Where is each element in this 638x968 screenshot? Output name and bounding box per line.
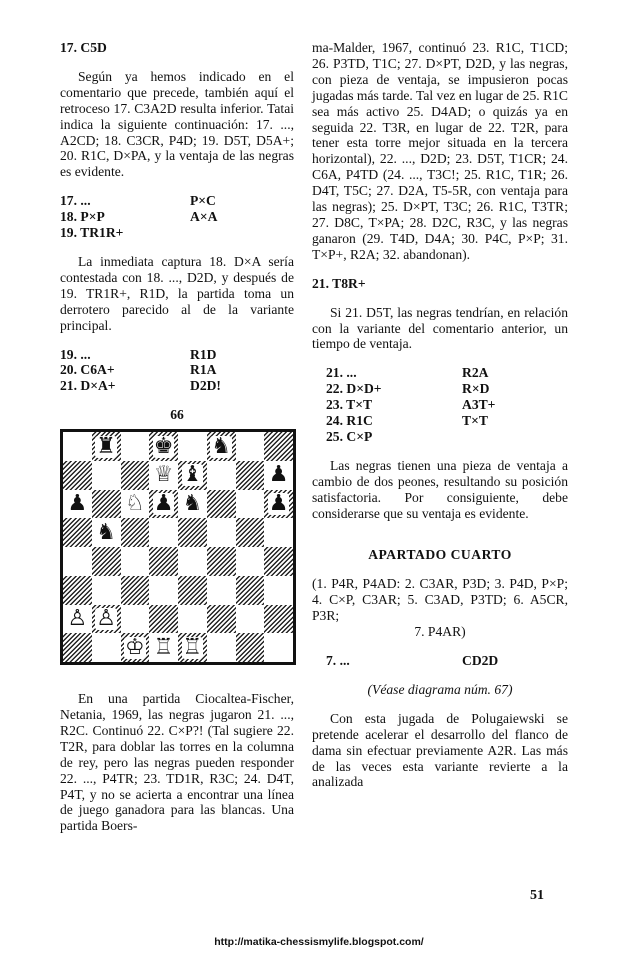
board-square bbox=[178, 490, 207, 519]
move-list bbox=[60, 347, 294, 395]
board-square bbox=[236, 490, 265, 519]
move-row bbox=[60, 378, 294, 394]
board-square bbox=[264, 576, 293, 605]
board-square bbox=[149, 605, 178, 634]
white-move: 17. ... bbox=[60, 193, 91, 209]
board-square bbox=[207, 461, 236, 490]
board-square bbox=[264, 547, 293, 576]
commentary-paragraph: Con esta jugada de Polugaiewski se pretende acelerar el desarrollo del flanco de dama sin efectuar previamente A2R. Las más de las veces esta variante revierte a la analizada bbox=[312, 710, 568, 790]
commentary-paragraph: Según ya hemos indicado en el comentario que precede, también aquí el retroceso 17. C3A2D resulta inferior. Tatai indica la siguiente continuación: 17. ..., A2CD; 18. C3CR, P4D; 19. D5T, D5A+; 20. R1C, D×PA, y la ventaja de las negras es evidente. bbox=[60, 68, 294, 180]
white-move: 21. ... bbox=[326, 365, 357, 381]
move-row bbox=[312, 365, 568, 381]
move-list bbox=[312, 365, 568, 445]
board-square bbox=[236, 633, 265, 662]
opening-moves-end: 7. P4AR) bbox=[414, 624, 466, 640]
white-move: 19. ... bbox=[60, 346, 91, 362]
white-move: 22. D×D+ bbox=[326, 381, 382, 397]
board-square bbox=[207, 518, 236, 547]
board-square bbox=[63, 605, 92, 634]
black-move: R1D bbox=[190, 346, 217, 362]
board-square bbox=[121, 461, 150, 490]
move-row bbox=[60, 225, 294, 241]
black-move: A3T+ bbox=[462, 397, 496, 413]
board-square bbox=[92, 605, 121, 634]
move-row bbox=[312, 397, 568, 413]
board-square bbox=[92, 576, 121, 605]
board-square bbox=[121, 432, 150, 461]
board-square bbox=[149, 518, 178, 547]
white-move: 25. C×P bbox=[326, 428, 373, 444]
board-square bbox=[63, 432, 92, 461]
board-square bbox=[149, 547, 178, 576]
right-column bbox=[312, 40, 568, 790]
board-square bbox=[236, 547, 265, 576]
black-move: T×T bbox=[462, 413, 488, 429]
board-square bbox=[121, 518, 150, 547]
board-square bbox=[264, 461, 293, 490]
move-row bbox=[312, 653, 568, 669]
board-square bbox=[207, 576, 236, 605]
board-square bbox=[149, 576, 178, 605]
move-heading: 17. C5D bbox=[60, 40, 107, 55]
board-square bbox=[236, 461, 265, 490]
white-move: 19. TR1R+ bbox=[60, 225, 124, 241]
opening-moves: (1. P4R, P4AD: 2. C3AR, P3D; 3. P4D, P×P; 4. C×P, C3AR; 5. C3AD, P3TD; 6. A5CR, P3R; bbox=[312, 576, 568, 624]
white-move: 21. D×A+ bbox=[60, 378, 116, 394]
commentary-paragraph: Si 21. D5T, las negras tendrían, en relación con la variante del comentario anterior, un tiempo de ventaja. bbox=[312, 304, 568, 352]
board-square bbox=[264, 490, 293, 519]
board-square bbox=[149, 432, 178, 461]
chess-piece-icon: ♙ bbox=[96, 606, 116, 631]
board-square bbox=[92, 432, 121, 461]
chess-piece-icon: ♙ bbox=[67, 606, 88, 632]
black-move: D2D! bbox=[190, 378, 221, 394]
white-move: 24. R1C bbox=[326, 413, 373, 429]
board-square bbox=[121, 633, 150, 662]
chess-piece-icon: ♜ bbox=[96, 433, 116, 459]
board-square bbox=[207, 605, 236, 634]
board-square bbox=[121, 490, 150, 519]
board-square bbox=[63, 490, 92, 519]
chess-piece-icon: ♞ bbox=[211, 433, 231, 459]
board-square bbox=[121, 547, 150, 576]
board-square bbox=[178, 432, 207, 461]
diagram-reference: (Véase diagrama núm. 67) bbox=[367, 681, 513, 697]
white-move: 18. P×P bbox=[60, 209, 105, 225]
move-row bbox=[312, 381, 568, 397]
black-move: R2A bbox=[462, 365, 489, 381]
board-square bbox=[178, 576, 207, 605]
board-square bbox=[178, 461, 207, 490]
move-row bbox=[60, 362, 294, 378]
chess-piece-icon: ♘ bbox=[125, 491, 145, 517]
board-square bbox=[63, 633, 92, 662]
footer-url: http://matika-chessismylife.blogspot.com/ bbox=[214, 936, 424, 948]
board-square bbox=[264, 432, 293, 461]
page-number: 51 bbox=[530, 888, 544, 903]
move-row bbox=[60, 209, 294, 225]
board-square bbox=[178, 633, 207, 662]
move-row bbox=[60, 193, 294, 209]
commentary-paragraph: Las negras tienen una pieza de ventaja a cambio de dos peones, resultando su posición satisfactoria. Por consiguiente, debe considerarse que su ventaja es evidente. bbox=[312, 457, 568, 521]
board-square bbox=[207, 490, 236, 519]
commentary-paragraph: ma-Malder, 1967, continuó 23. R1C, T1CD; 26. P3TD, T1C; 27. D×PT, D2D, y las negras, con pieza de ventaja, se impusieron pocas jugadas más tarde. Tal vez en lugar de 25. R1C sea más activo 25. D4AD; o quizás ya en seguida 22. T3R, en lugar de 22. T2R, para tener esta torre mejor situada en la tercera horizontal), 22. ..., D2D; 23. D5T, T1CR; 24. C6A, P4TD (24. ..., T3C!; 25. R1C, T1R; 26. D4T, T5C; 27. D2A, T5-5R, con ventaja para las negras); 25. D×PT, T3C; 26. R1C, T3TR; 27. D8C, T×PA; 28. D2C, R3C, y las negras ganaron (29. T4D, D4A; 30. P4C, P×P; 31. T×P+, R2A; 32. abandonan). bbox=[312, 40, 568, 262]
chess-piece-icon: ♞ bbox=[182, 491, 203, 517]
white-move: 7. ... bbox=[326, 653, 350, 668]
board-square bbox=[92, 461, 121, 490]
board-square bbox=[178, 518, 207, 547]
move-row bbox=[312, 429, 568, 445]
chess-piece-icon: ♖ bbox=[182, 634, 203, 660]
chess-piece-icon: ♟ bbox=[268, 491, 289, 516]
board-square bbox=[264, 605, 293, 634]
chess-piece-icon: ♟ bbox=[153, 491, 174, 516]
black-move: R×D bbox=[462, 381, 490, 397]
move-row bbox=[60, 347, 294, 363]
board-square bbox=[63, 576, 92, 605]
board-square bbox=[149, 461, 178, 490]
board-square bbox=[63, 461, 92, 490]
board-square bbox=[178, 547, 207, 576]
board-square bbox=[63, 518, 92, 547]
board-square bbox=[92, 633, 121, 662]
chess-piece-icon: ♟ bbox=[268, 462, 289, 488]
black-move: P×C bbox=[190, 193, 216, 209]
chess-piece-icon: ♟ bbox=[67, 491, 88, 517]
board-square bbox=[236, 518, 265, 547]
chess-diagram bbox=[60, 429, 296, 665]
black-move: R1A bbox=[190, 362, 217, 378]
board-square bbox=[236, 576, 265, 605]
board-square bbox=[92, 490, 121, 519]
chess-piece-icon: ♝ bbox=[182, 462, 203, 488]
chess-piece-icon: ♞ bbox=[96, 519, 116, 545]
white-move: 20. C6A+ bbox=[60, 362, 115, 378]
board-square bbox=[149, 490, 178, 519]
chess-piece-icon: ♚ bbox=[153, 433, 174, 459]
commentary-paragraph: La inmediata captura 18. D×A sería contestada con 18. ..., D2D, y después de 19. TR1R+, R1D, la partida toma un derrotero parecido al de la variante principal. bbox=[60, 253, 294, 333]
commentary-paragraph: En una partida Ciocaltea-Fischer, Netania, 1969, las negras jugaron 21. ..., R2C. Continuó 22. C×P?! (Tal sugiere 22. T2R, para doblar las torres en la columna de rey, pero las negras pueden responder 22. ..., P4TR; 23. TD1R, R3C; 24. D4T, P4T, y no se acierta a encontrar una línea de juego ganadora para las blancas. Una partida Boers- bbox=[60, 691, 294, 834]
move-list bbox=[60, 193, 294, 241]
chess-piece-icon: ♖ bbox=[153, 634, 174, 660]
chess-piece-icon: ♕ bbox=[153, 462, 174, 488]
board-square bbox=[178, 605, 207, 634]
diagram-number: 66 bbox=[170, 407, 184, 423]
move-row bbox=[312, 413, 568, 429]
board-square bbox=[92, 547, 121, 576]
board-square bbox=[264, 518, 293, 547]
chess-piece-icon: ♔ bbox=[125, 634, 145, 660]
board-square bbox=[207, 432, 236, 461]
board-square bbox=[236, 432, 265, 461]
black-move: CD2D bbox=[462, 653, 499, 668]
board-square bbox=[207, 547, 236, 576]
board-square bbox=[236, 605, 265, 634]
board-square bbox=[92, 518, 121, 547]
black-move: A×A bbox=[190, 209, 218, 225]
section-title: APARTADO CUARTO bbox=[368, 547, 512, 563]
board-square bbox=[121, 605, 150, 634]
board-square bbox=[149, 633, 178, 662]
left-column bbox=[60, 40, 294, 834]
board-square bbox=[207, 633, 236, 662]
board-square bbox=[63, 547, 92, 576]
board-square bbox=[121, 576, 150, 605]
white-move: 23. T×T bbox=[326, 397, 373, 413]
board-square bbox=[264, 633, 293, 662]
move-heading: 21. T8R+ bbox=[312, 275, 366, 291]
